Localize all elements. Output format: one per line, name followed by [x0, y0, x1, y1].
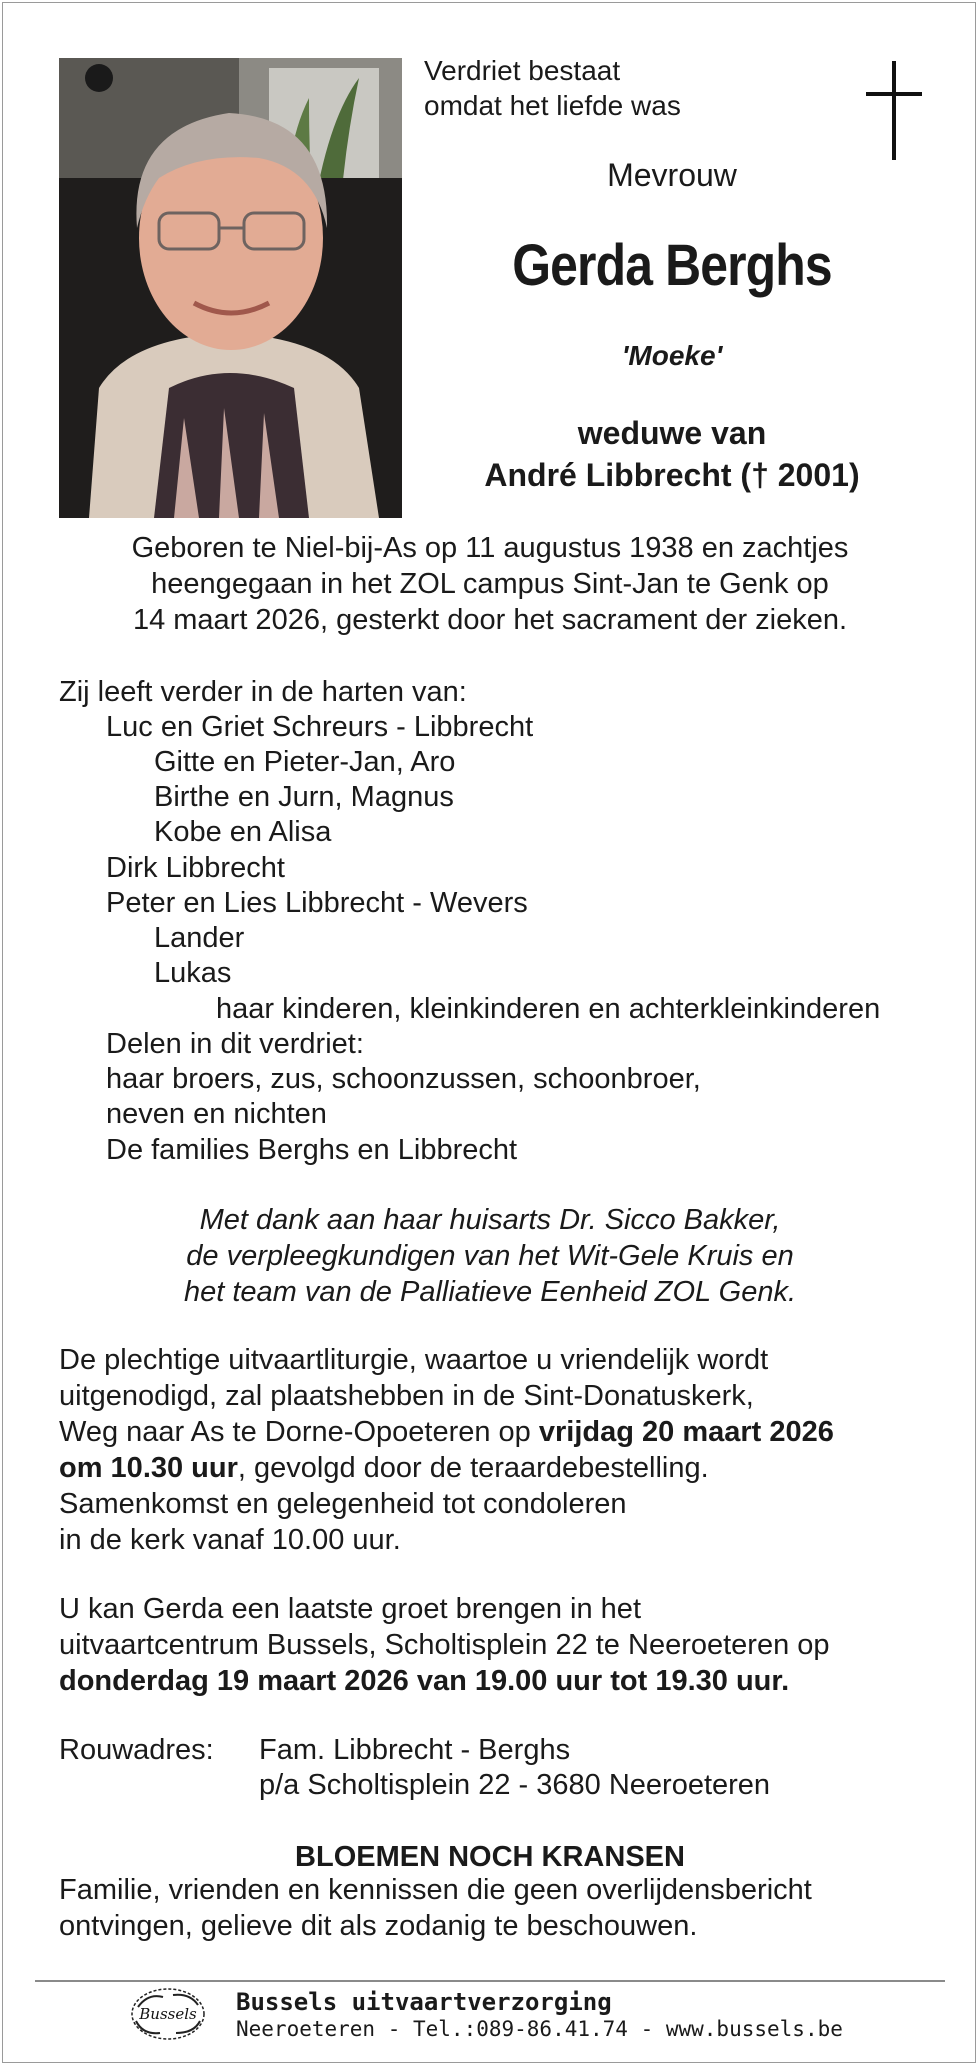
cross-icon — [866, 61, 922, 160]
family-line: Delen in dit verdriet: — [106, 1028, 364, 1060]
visitation-datetime: donderdag 19 maart 2026 van 19.00 uur tot 19.30 uur. — [59, 1665, 790, 1697]
visitation-line — [59, 1663, 830, 1699]
family-line: Birthe en Jurn, Magnus — [154, 781, 454, 813]
funeral-date: vrijdag 20 maart 2026 — [538, 1416, 834, 1448]
funeral-time: om 10.30 uur — [59, 1452, 238, 1484]
address-line: Fam. Libbrecht - Berghs — [259, 1734, 571, 1766]
funeral-home-name: Bussels uitvaartverzorging — [236, 1988, 612, 2016]
thanks-text — [59, 1202, 921, 1310]
motto — [424, 53, 681, 123]
funeral-line: De plechtige uitvaartliturgie, waartoe u vriendelijk wordt — [59, 1344, 769, 1376]
flowers-line: Familie, vrienden en kennissen die geen overlijdensbericht — [59, 1874, 812, 1906]
flowers-heading: BLOEMEN NOCH KRANSEN — [295, 1841, 685, 1873]
visitation-text — [59, 1591, 830, 1699]
bussels-logo — [128, 1985, 208, 2043]
family-line: De families Berghs en Libbrecht — [106, 1134, 518, 1166]
thanks-line: het team van de Palliatieve Eenheid ZOL Genk. — [183, 1276, 797, 1308]
family-intro: Zij leeft verder in de harten van: — [59, 676, 467, 708]
family-line: Lukas — [154, 957, 232, 989]
family-line: Gitte en Pieter-Jan, Aro — [154, 746, 456, 778]
motto-line-2: omdat het liefde was — [424, 90, 681, 121]
flowers-text — [59, 1872, 812, 1944]
widow-of — [422, 412, 922, 496]
widow-line-2: André Libbrecht († 2001) — [484, 457, 860, 493]
address-line: p/a Scholtisplein 22 - 3680 Neeroeteren — [259, 1769, 771, 1801]
funeral-line: uitgenodigd, zal plaatshebben in de Sint-Donatuskerk, — [59, 1380, 754, 1412]
funeral-line — [59, 1414, 834, 1450]
family-line: Luc en Griet Schreurs - Libbrecht — [106, 711, 534, 743]
funeral-line — [59, 1450, 834, 1486]
logo-text: Bussels — [139, 2005, 197, 2023]
footer-divider — [35, 1980, 945, 1982]
thanks-line: Met dank aan haar huisarts Dr. Sicco Bakker, — [199, 1204, 781, 1236]
family-line: Lander — [154, 922, 245, 954]
family-line: haar kinderen, kleinkinderen en achterkleinkinderen — [216, 993, 881, 1025]
family-line: Dirk Libbrecht — [106, 852, 285, 884]
nickname: 'Moeke' — [621, 340, 723, 371]
visitation-line: uitvaartcentrum Bussels, Scholtisplein 22 te Neeroeteren op — [59, 1629, 830, 1661]
birth-line: Geboren te Niel-bij-As op 11 augustus 1938 en zachtjes — [131, 532, 849, 564]
portrait-photo — [59, 58, 402, 518]
family-line: Peter en Lies Libbrecht - Wevers — [106, 887, 528, 919]
widow-line-1: weduwe van — [577, 415, 767, 451]
funeral-line: Samenkomst en gelegenheid tot condoleren — [59, 1488, 627, 1520]
funeral-text — [59, 1342, 834, 1558]
family-line: Kobe en Alisa — [154, 816, 332, 848]
birth-death-text — [59, 530, 921, 638]
title-prefix: Mevrouw — [607, 157, 737, 193]
funeral-line: in de kerk vanaf 10.00 uur. — [59, 1524, 401, 1556]
flowers-line: ontvingen, gelieve dit als zodanig te beschouwen. — [59, 1910, 698, 1942]
funeral-place: Weg naar As te Dorne-Opoeteren op — [59, 1416, 539, 1448]
thanks-line: de verpleegkundigen van het Wit-Gele Kruis en — [186, 1240, 794, 1272]
motto-line-1: Verdriet bestaat — [424, 55, 621, 86]
funeral-burial: , gevolgd door de teraardebestelling. — [237, 1452, 709, 1484]
address-label: Rouwadres: — [59, 1734, 214, 1766]
birth-line: heengegaan in het ZOL campus Sint-Jan te Genk op — [151, 568, 829, 600]
birth-line: 14 maart 2026, gesterkt door het sacrament der zieken. — [132, 604, 848, 636]
deceased-name: Gerda Berghs — [512, 233, 832, 298]
visitation-line: U kan Gerda een laatste groet brengen in het — [59, 1593, 641, 1625]
family-line: neven en nichten — [106, 1098, 327, 1130]
family-line: haar broers, zus, schoonzussen, schoonbroer, — [106, 1063, 701, 1095]
funeral-home-address: Neeroeteren - Tel.:089-86.41.74 - www.bussels.be — [236, 2017, 843, 2041]
